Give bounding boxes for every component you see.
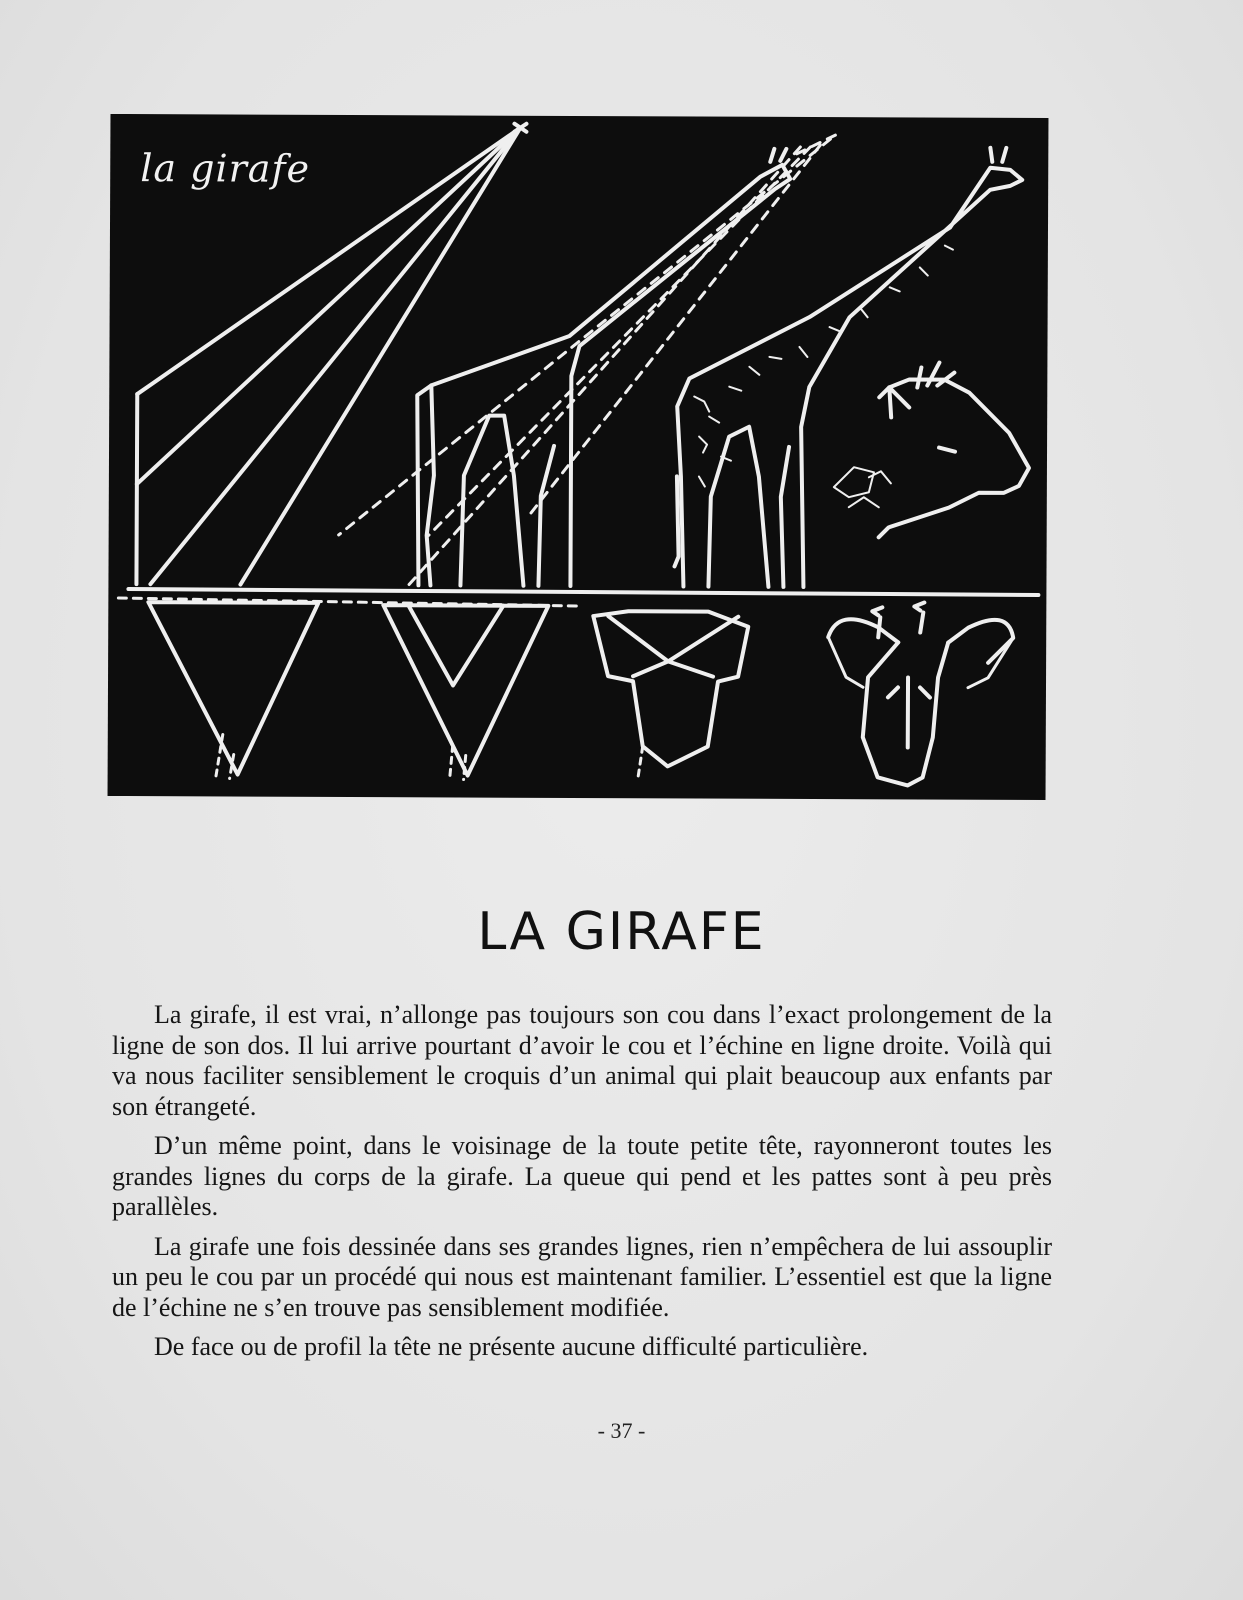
illustration-caption: la girafe xyxy=(140,146,311,191)
giraffe-head-profile xyxy=(879,379,1030,538)
giraffe-leg xyxy=(426,385,434,585)
giraffe-leg xyxy=(708,427,769,587)
head-polygon-3 xyxy=(593,611,749,767)
paragraph: D’un même point, dans le voisinage de la toute petite tête, rayonneront toutes les grandes lignes du corps de la girafe. La queue qui pend et les pattes sont à peu près parallèles. xyxy=(112,1131,1052,1221)
head-triangle-1 xyxy=(148,602,319,775)
paragraph: La girafe une fois dessinée dans ses grandes lignes, rien n’empêchera de lui assouplir un peu le cou par un procédé qui nous est maintenant familier. L’essentiel est que la ligne de l’échine ne s’en trouve pas sensiblement modifiée. xyxy=(112,1231,1052,1322)
giraffe-tail xyxy=(675,476,679,566)
giraffe-front-face-lines xyxy=(888,677,930,747)
giraffe-horns xyxy=(990,148,1006,162)
giraffe-horns xyxy=(770,149,786,162)
body-text xyxy=(112,1000,1052,1372)
giraffe-front-head xyxy=(863,642,949,785)
ray-line xyxy=(150,126,520,586)
head-triangle-2 xyxy=(383,605,549,776)
giraffe-spots xyxy=(694,245,953,424)
giraffe-outline-2 xyxy=(416,163,790,587)
chalkboard-sketch xyxy=(108,114,1049,800)
giraffe-drawing-illustration xyxy=(108,114,1049,800)
giraffe-leg xyxy=(460,415,524,585)
giraffe-front-ossicones xyxy=(872,602,924,637)
ray-line xyxy=(240,127,520,586)
giraffe-ear xyxy=(889,387,909,417)
paragraph: De face ou de profil la tête ne présente aucune difficulté particulière. xyxy=(154,1332,869,1361)
head-triangle-2-inner xyxy=(408,605,503,685)
giraffe-leg xyxy=(538,446,554,586)
body-rear-line xyxy=(136,394,137,584)
page-title: LA GIRAFE xyxy=(477,902,766,962)
giraffe-eye xyxy=(939,448,955,452)
head-polygon-3-inner xyxy=(608,616,738,677)
paragraph: La girafe, il est vrai, n’allonge pas toujours son cou dans l’exact prolongement de la ligne de son dos. Il lui arrive pourtant d’avoir le cou et l’échine en ligne droite. Voilà qui va nous faciliter sensiblement le croquis d’un animal qui plait beaucoup aux enfants par son étrangeté. xyxy=(112,1000,1052,1121)
giraffe-leg xyxy=(780,447,789,587)
page-number: - 37 - xyxy=(597,1418,646,1443)
dashed-ray xyxy=(339,137,831,537)
giraffe-neck-pattern xyxy=(834,467,891,507)
ground-line xyxy=(128,589,1038,595)
